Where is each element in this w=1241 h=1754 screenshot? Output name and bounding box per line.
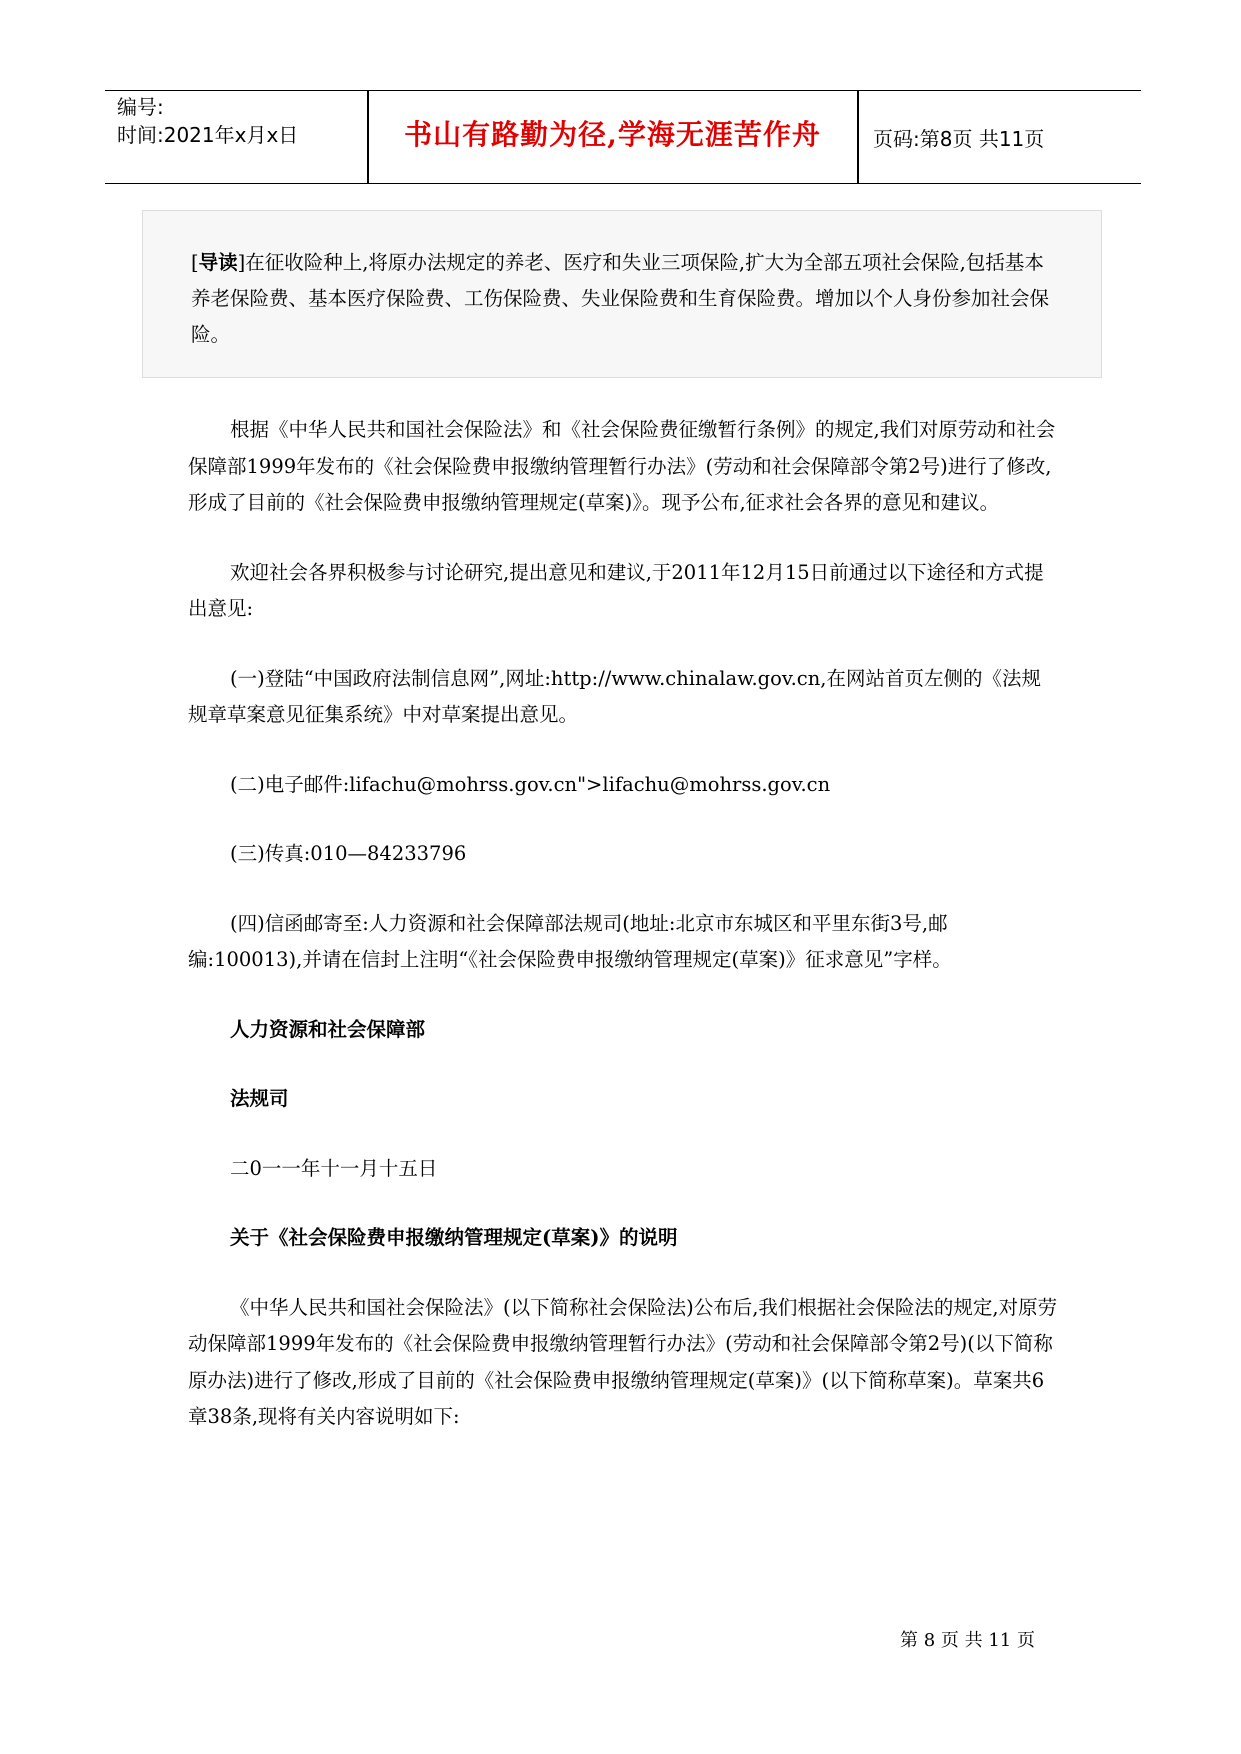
intro-text: [导读]在征收险种上,将原办法规定的养老、医疗和失业三项保险,扩大为全部五项社会保险,包括基本养老保险费、基本医疗保险费、工伤保险费、失业保险费和生育保险费。增加以个人身份参加社会保险。 [191,251,1050,346]
header-motto: 书山有路勤为径,学海无涯苦作舟 [404,118,821,151]
header-divider-right [857,91,859,183]
paragraph-2: 欢迎社会各界积极参与讨论研究,提出意见和建议,于2011年12月15日前通过以下途径和方式提出意见: [188,560,1044,620]
page-footer: 第 8 页 共 11 页 [900,1630,1035,1651]
signature-department: 法规司 [230,1087,289,1110]
intro-body: 在征收险种上,将原办法规定的养老、医疗和失业三项保险,扩大为全部五项社会保险,包括基本养老保险费、基本医疗保险费、工伤保险费、失业保险费和生育保险费。增加以个人身份参加社会保险。 [191,251,1050,346]
section-heading: 关于《社会保险费申报缴纳管理规定(草案)》的说明 [230,1226,678,1249]
header-meta [117,93,298,149]
header-page-label: 页码:第8页 共11页 [873,127,1045,151]
doc-time-label: 时间:2021年x月x日 [117,123,299,147]
paragraph-6: (四)信函邮寄至:人力资源和社会保障部法规司(地址:北京市东城区和平里东街3号,邮编:100013),并请在信封上注明“《社会保险费申报缴纳管理规定(草案)》征求意见”字样。 [188,911,952,971]
paragraph-1: 根据《中华人民共和国社会保险法》和《社会保险费征缴暂行条例》的规定,我们对原劳动和社会保障部1999年发布的《社会保险费申报缴纳管理暂行办法》(劳动和社会保障部令第2号)进行了修改,形成了目前的《社会保险费申报缴纳管理规定(草案)》。现予公布,征求社会各界的意见和建议。 [188,418,1056,514]
signature-date: 二0一一年十一月十五日 [230,1156,438,1180]
doc-number-label: 编号: [117,95,164,119]
paragraph-4: (二)电子邮件:lifachu@mohrss.gov.cn">lifachu@mohrss.gov.cn [230,772,831,796]
paragraph-5: (三)传真:010—84233796 [230,842,467,865]
intro-tag: 导读 [198,251,238,274]
paragraph-3: (一)登陆“中国政府法制信息网”,网址:http://www.chinalaw.gov.cn,在网站首页左侧的《法规规章草案意见征集系统》中对草案提出意见。 [188,666,1041,726]
paragraph-7: 《中华人民共和国社会保险法》(以下简称社会保险法)公布后,我们根据社会保险法的规定,对原劳动保障部1999年发布的《社会保险费申报缴纳管理暂行办法》(劳动和社会保障部令第2号)(以下简称原办法)进行了修改,形成了目前的《社会保险费申报缴纳管理规定(草案)》(以下简称草案)。草案共6章38条,现将有关内容说明如下: [188,1295,1058,1428]
intro-box [142,210,1102,378]
page-header [105,90,1141,184]
document-body [188,412,1058,1436]
signature-ministry: 人力资源和社会保障部 [230,1017,426,1041]
